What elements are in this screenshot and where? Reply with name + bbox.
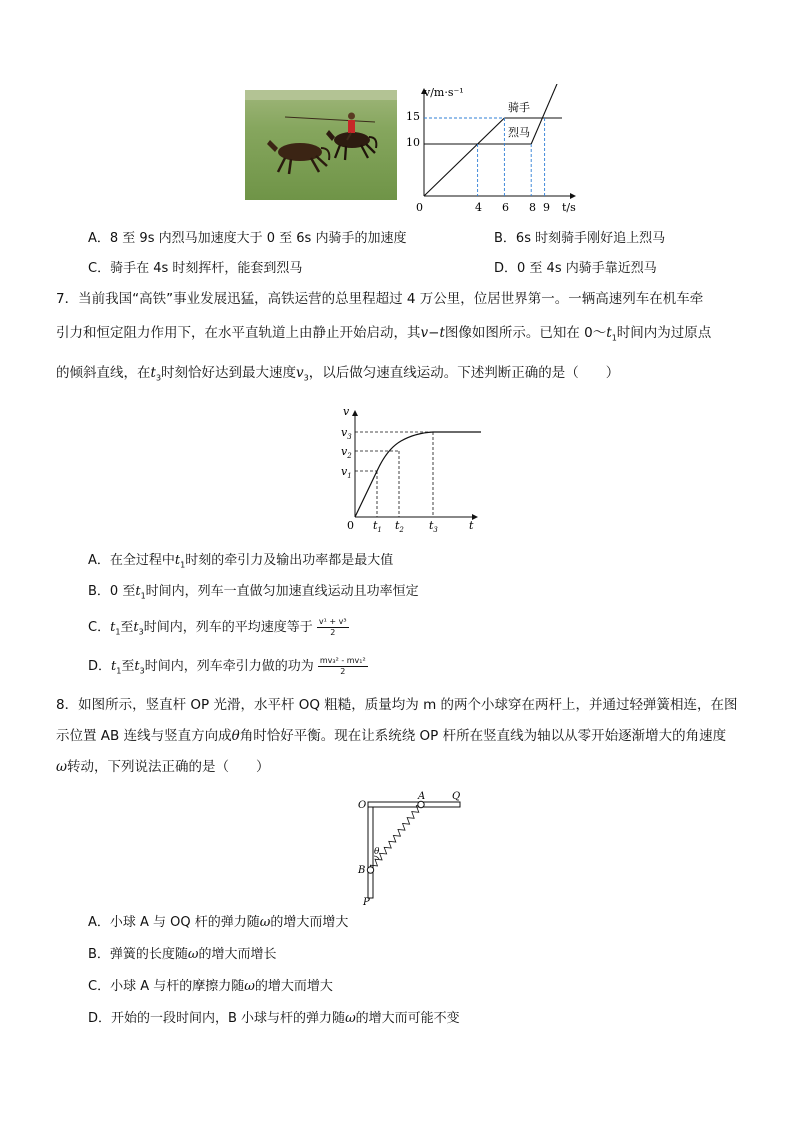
q7-v-axis-label: v [343, 405, 350, 418]
q7-v2-label: $v_2$ [341, 445, 352, 460]
q8-label-p: P [363, 897, 370, 906]
q7-stem-line-1: 7．当前我国“高铁”事业发展迅猛，高铁运营的总里程超过 4 万公里，位居世界第一。一辆高速列车在机车牵 [56, 291, 704, 307]
q6-x-axis-arrow [570, 193, 576, 199]
q8-spring [370, 805, 421, 871]
q6-x-tick-4: 4 [475, 201, 482, 214]
q8-label-o: O [358, 800, 367, 811]
q6-x-tick-9: 9 [543, 201, 550, 214]
q6-origin-label: 0 [416, 201, 423, 214]
q6-horse-series-label: 烈马 [508, 126, 530, 139]
q6-x-axis-label: t/s [562, 201, 576, 214]
q6-option-b: B．6s 时刻骑手刚好追上烈马 [494, 231, 666, 246]
q7-option-d: D．$t_1$至$t_3$时间内，列车牵引力做的功为 $\frac{\text{mv₃² - mv₁²}}{2}$ [88, 656, 366, 676]
horse-rider-photo [245, 90, 397, 200]
q6-y-tick-15: 15 [406, 110, 420, 123]
q8-option-c: C．小球 A 与杆的摩擦力随ω的增大而增大 [88, 979, 333, 994]
q8-stem-line-2: 示位置 AB 连线与竖直方向成θ角时恰好平衡。现在让系统绕 OP 杆所在竖直线为轴以从零开始逐渐增大的角速度 [56, 728, 727, 744]
q8-label-a: A [418, 791, 426, 802]
q6-x-tick-8: 8 [529, 201, 536, 214]
q6-y-tick-10: 10 [406, 136, 420, 149]
q7-t2-label: $t_2$ [395, 519, 404, 534]
q7-stem-line-3: 的倾斜直线，在$t_3$时刻恰好达到最大速度$v_3$，以后做匀速直线运动。下述判断正确的是（ ） [56, 364, 620, 383]
q6-option-c: C．骑手在 4s 时刻挥杆，能套到烈马 [88, 261, 303, 276]
q7-option-d-fraction: $\frac{\text{mv₃² - mv₁²}}{2}$ [319, 656, 366, 676]
q8-option-a: A．小球 A 与 OQ 杆的弹力随ω的增大而增大 [88, 915, 349, 930]
q8-rod-spring-figure [352, 786, 472, 906]
q6-rider-series-label: 骑手 [508, 101, 530, 114]
q8-option-b: B．弹簧的长度随ω的增大而增长 [88, 947, 277, 962]
q7-v1-label: $v_1$ [341, 465, 352, 480]
q7-v3-label: $v_3$ [341, 426, 352, 441]
q7-vt-graph [335, 405, 485, 535]
q8-stem [56, 690, 746, 783]
q6-option-a: A．8 至 9s 内烈马加速度大于 0 至 6s 内骑手的加速度 [88, 231, 407, 246]
q8-stem-line-1: 8．如图所示，竖直杆 OP 光滑，水平杆 OQ 粗糙，质量均为 m 的两个小球穿在两杆上，并通过轻弹簧相连，在图 [56, 697, 738, 713]
q6-vt-chart [402, 84, 592, 219]
q6-x-tick-6: 6 [502, 201, 509, 214]
q7-option-c: C．$t_1$至$t_3$时间内，列车的平均速度等于 $\frac{\text{v¹ + v³}}{2}$ [88, 617, 347, 637]
q8-label-theta: θ [374, 847, 380, 857]
q8-option-d: D．开始的一段时间内，B 小球与杆的弹力随ω的增大而可能不变 [88, 1011, 460, 1026]
q7-option-c-fraction: $\frac{\text{v¹ + v³}}{2}$ [318, 617, 347, 637]
q7-option-b: B．0 至$t_1$时间内，列车一直做匀加速直线运动且功率恒定 [88, 584, 419, 601]
q7-t-axis-label: t [469, 519, 474, 532]
q6-option-d: D．0 至 4s 内骑手靠近烈马 [494, 261, 657, 276]
q8-label-q: Q [452, 791, 461, 802]
q7-option-a: A．在全过程中$t_1$时刻的牵引力及输出功率都是最大值 [88, 553, 394, 570]
q6-y-axis-label: v/m·s⁻¹ [424, 86, 464, 99]
q7-origin-label: 0 [347, 519, 354, 532]
q6-rider-accel-line [424, 118, 504, 196]
q7-t3-label: $t_3$ [429, 519, 438, 534]
q7-stem-line-2: 引力和恒定阻力作用下，在水平直轨道上由静止开始启动，其v−t图像如图所示。已知在 $0\sim t_1$时间内为过原点 [56, 325, 712, 343]
q8-stem-line-3: ω转动，下列说法正确的是（ ） [56, 759, 270, 775]
q7-stem [56, 282, 746, 395]
q8-label-b: B [358, 865, 366, 876]
q7-t1-label: $t_1$ [373, 519, 382, 534]
